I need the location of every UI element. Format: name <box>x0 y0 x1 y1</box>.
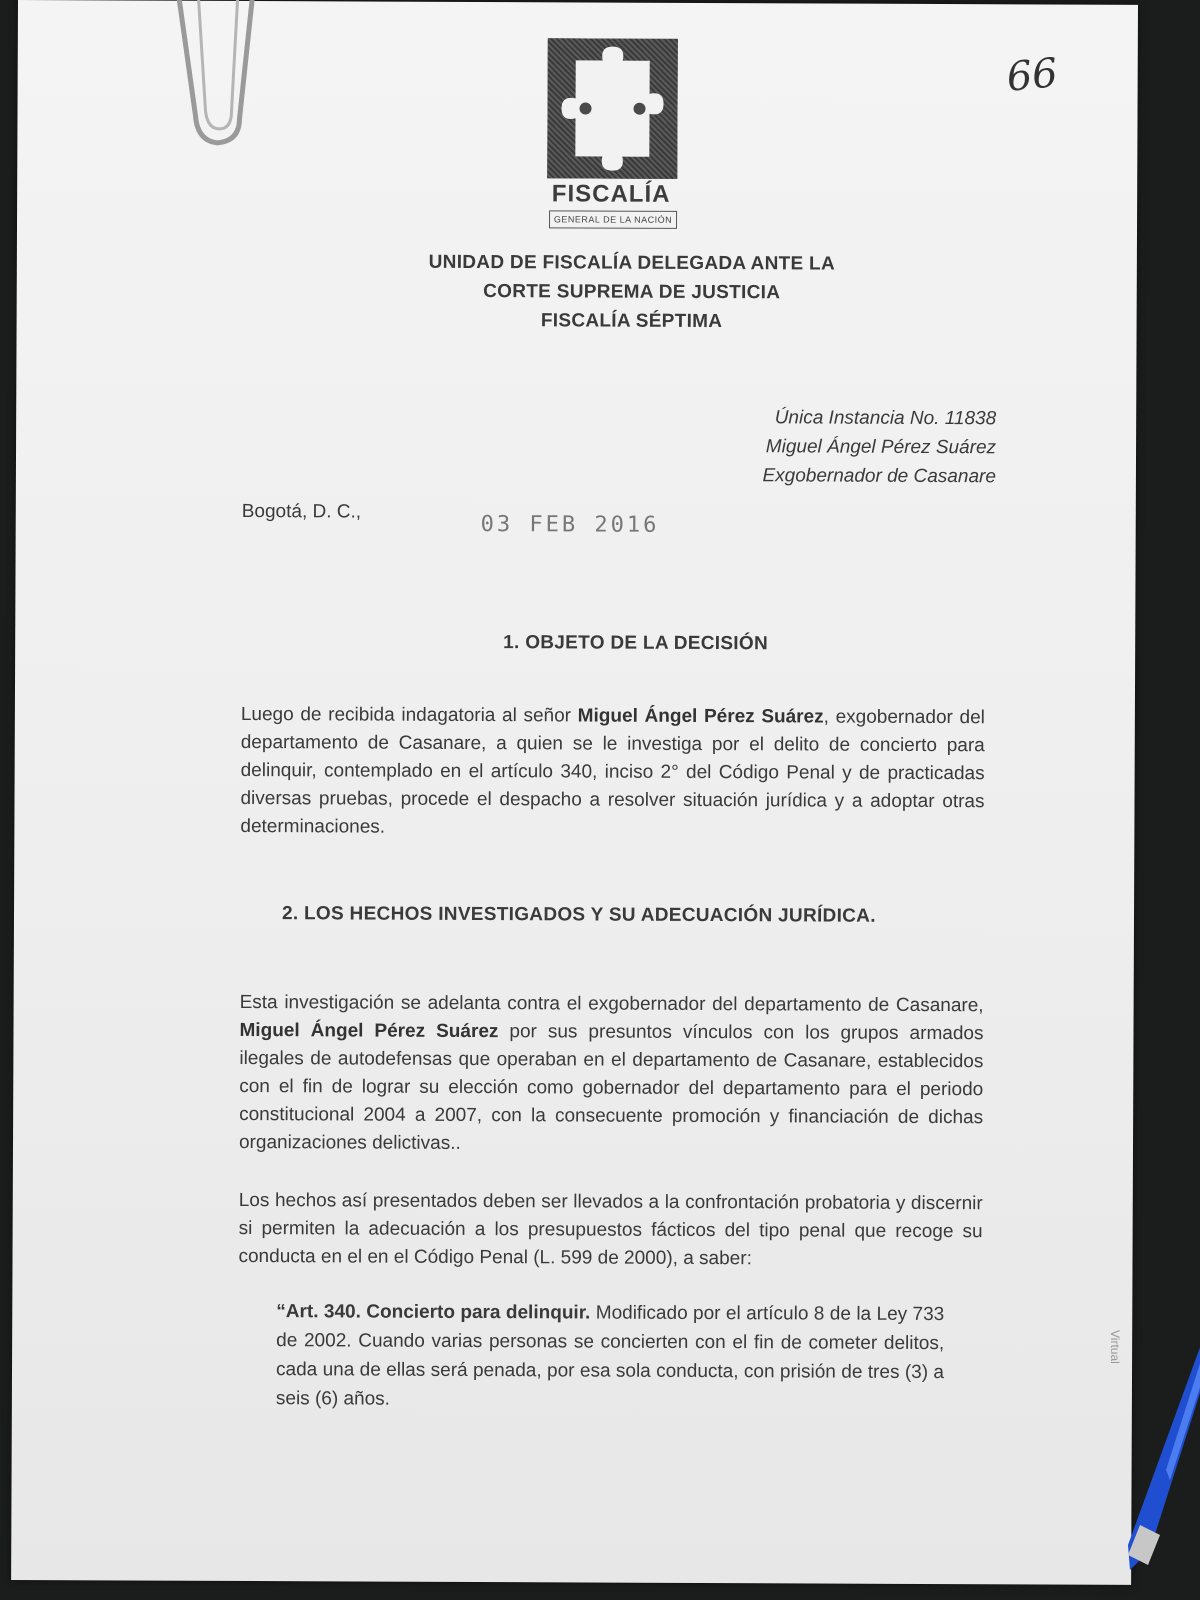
text-run: Esta investigación se adelanta contra el exgobernador del departamento de Casanare, <box>239 991 984 1017</box>
place: Bogotá, D. C., <box>241 500 362 523</box>
defendant-name: Miguel Ángel Pérez Suárez <box>577 705 824 728</box>
document-page <box>11 0 1138 1585</box>
section-2-paragraph-1 <box>239 989 984 1160</box>
case-person: Miguel Ángel Pérez Suárez <box>765 436 997 459</box>
defendant-name: Miguel Ángel Pérez Suárez <box>239 1019 499 1043</box>
case-info <box>656 403 996 491</box>
logo-subtitle: GENERAL DE LA NACIÓN <box>549 210 677 229</box>
side-label: Virtual <box>1108 1330 1123 1364</box>
text-run: por sus presuntos vínculos con los grupos armados ilegales de autodefensas que operaban en el departamento de Casanare, establecidos con el fin de lograr su elección como gobernador del departamento para el periodo constitucional 2004 a 2007, con la consecuente promoción y financiación de dichas organizaciones delictivas.. <box>238 1021 984 1154</box>
unit-line-3: FISCALÍA SÉPTIMA <box>540 310 723 333</box>
unit-line-2: CORTE SUPREMA DE JUSTICIA <box>483 281 781 304</box>
puzzle-icon <box>547 38 678 179</box>
fiscalia-logo <box>537 38 678 234</box>
text-run: , exgobernador del departamento de Casanare, a quien se le investiga por el delito de concierto para delinquir, contemplado en el artículo 340, inciso 2° del Código Penal y de practicadas diversas pruebas, procede el despacho a resolver situación jurídica y a adoptar otras determinaciones. <box>240 706 985 838</box>
section-1-paragraph <box>240 701 985 844</box>
section-2-paragraph-2: Los hechos así presentados deben ser llevados a la confrontación probatoria y discernir si permiten la adecuación a los presupuestos fácticos del tipo penal que recoge su conducta en el en el Código Penal (L. 599 de 2000), a saber: <box>238 1189 983 1270</box>
binder-clip-icon <box>167 0 258 166</box>
handwritten-page-number: 66 <box>1004 49 1060 101</box>
case-instance: Única Instancia No. 11838 <box>774 407 997 430</box>
unit-line-1: UNIDAD DE FISCALÍA DELEGADA ANTE LA <box>428 251 836 275</box>
unit-header <box>397 248 867 337</box>
quote-body: Modificado por el artículo 8 de la Ley 733 de 2002. Cuando varias personas se concierten con el fin de cometer delitos, cada una de ellas será penada, por esa sola conducta, con prisión de tres (3) a seis (6) años. <box>275 1302 945 1410</box>
logo-name: FISCALÍA <box>551 180 671 208</box>
pen-icon <box>1110 1320 1200 1580</box>
case-role: Exgobernador de Casanare <box>762 465 996 488</box>
text-run: Luego de recibida indagatoria al señor <box>240 703 578 727</box>
section-1-title: 1. OBJETO DE LA DECISIÓN <box>503 632 769 655</box>
section-2-title: 2. LOS HECHOS INVESTIGADOS Y SU ADECUACIÓN JURÍDICA. <box>281 903 876 927</box>
legal-quote <box>276 1297 944 1416</box>
quote-title: “Art. 340. Concierto para delinquir. <box>276 1301 591 1324</box>
date-stamp: 03 FEB 2016 <box>480 512 660 538</box>
